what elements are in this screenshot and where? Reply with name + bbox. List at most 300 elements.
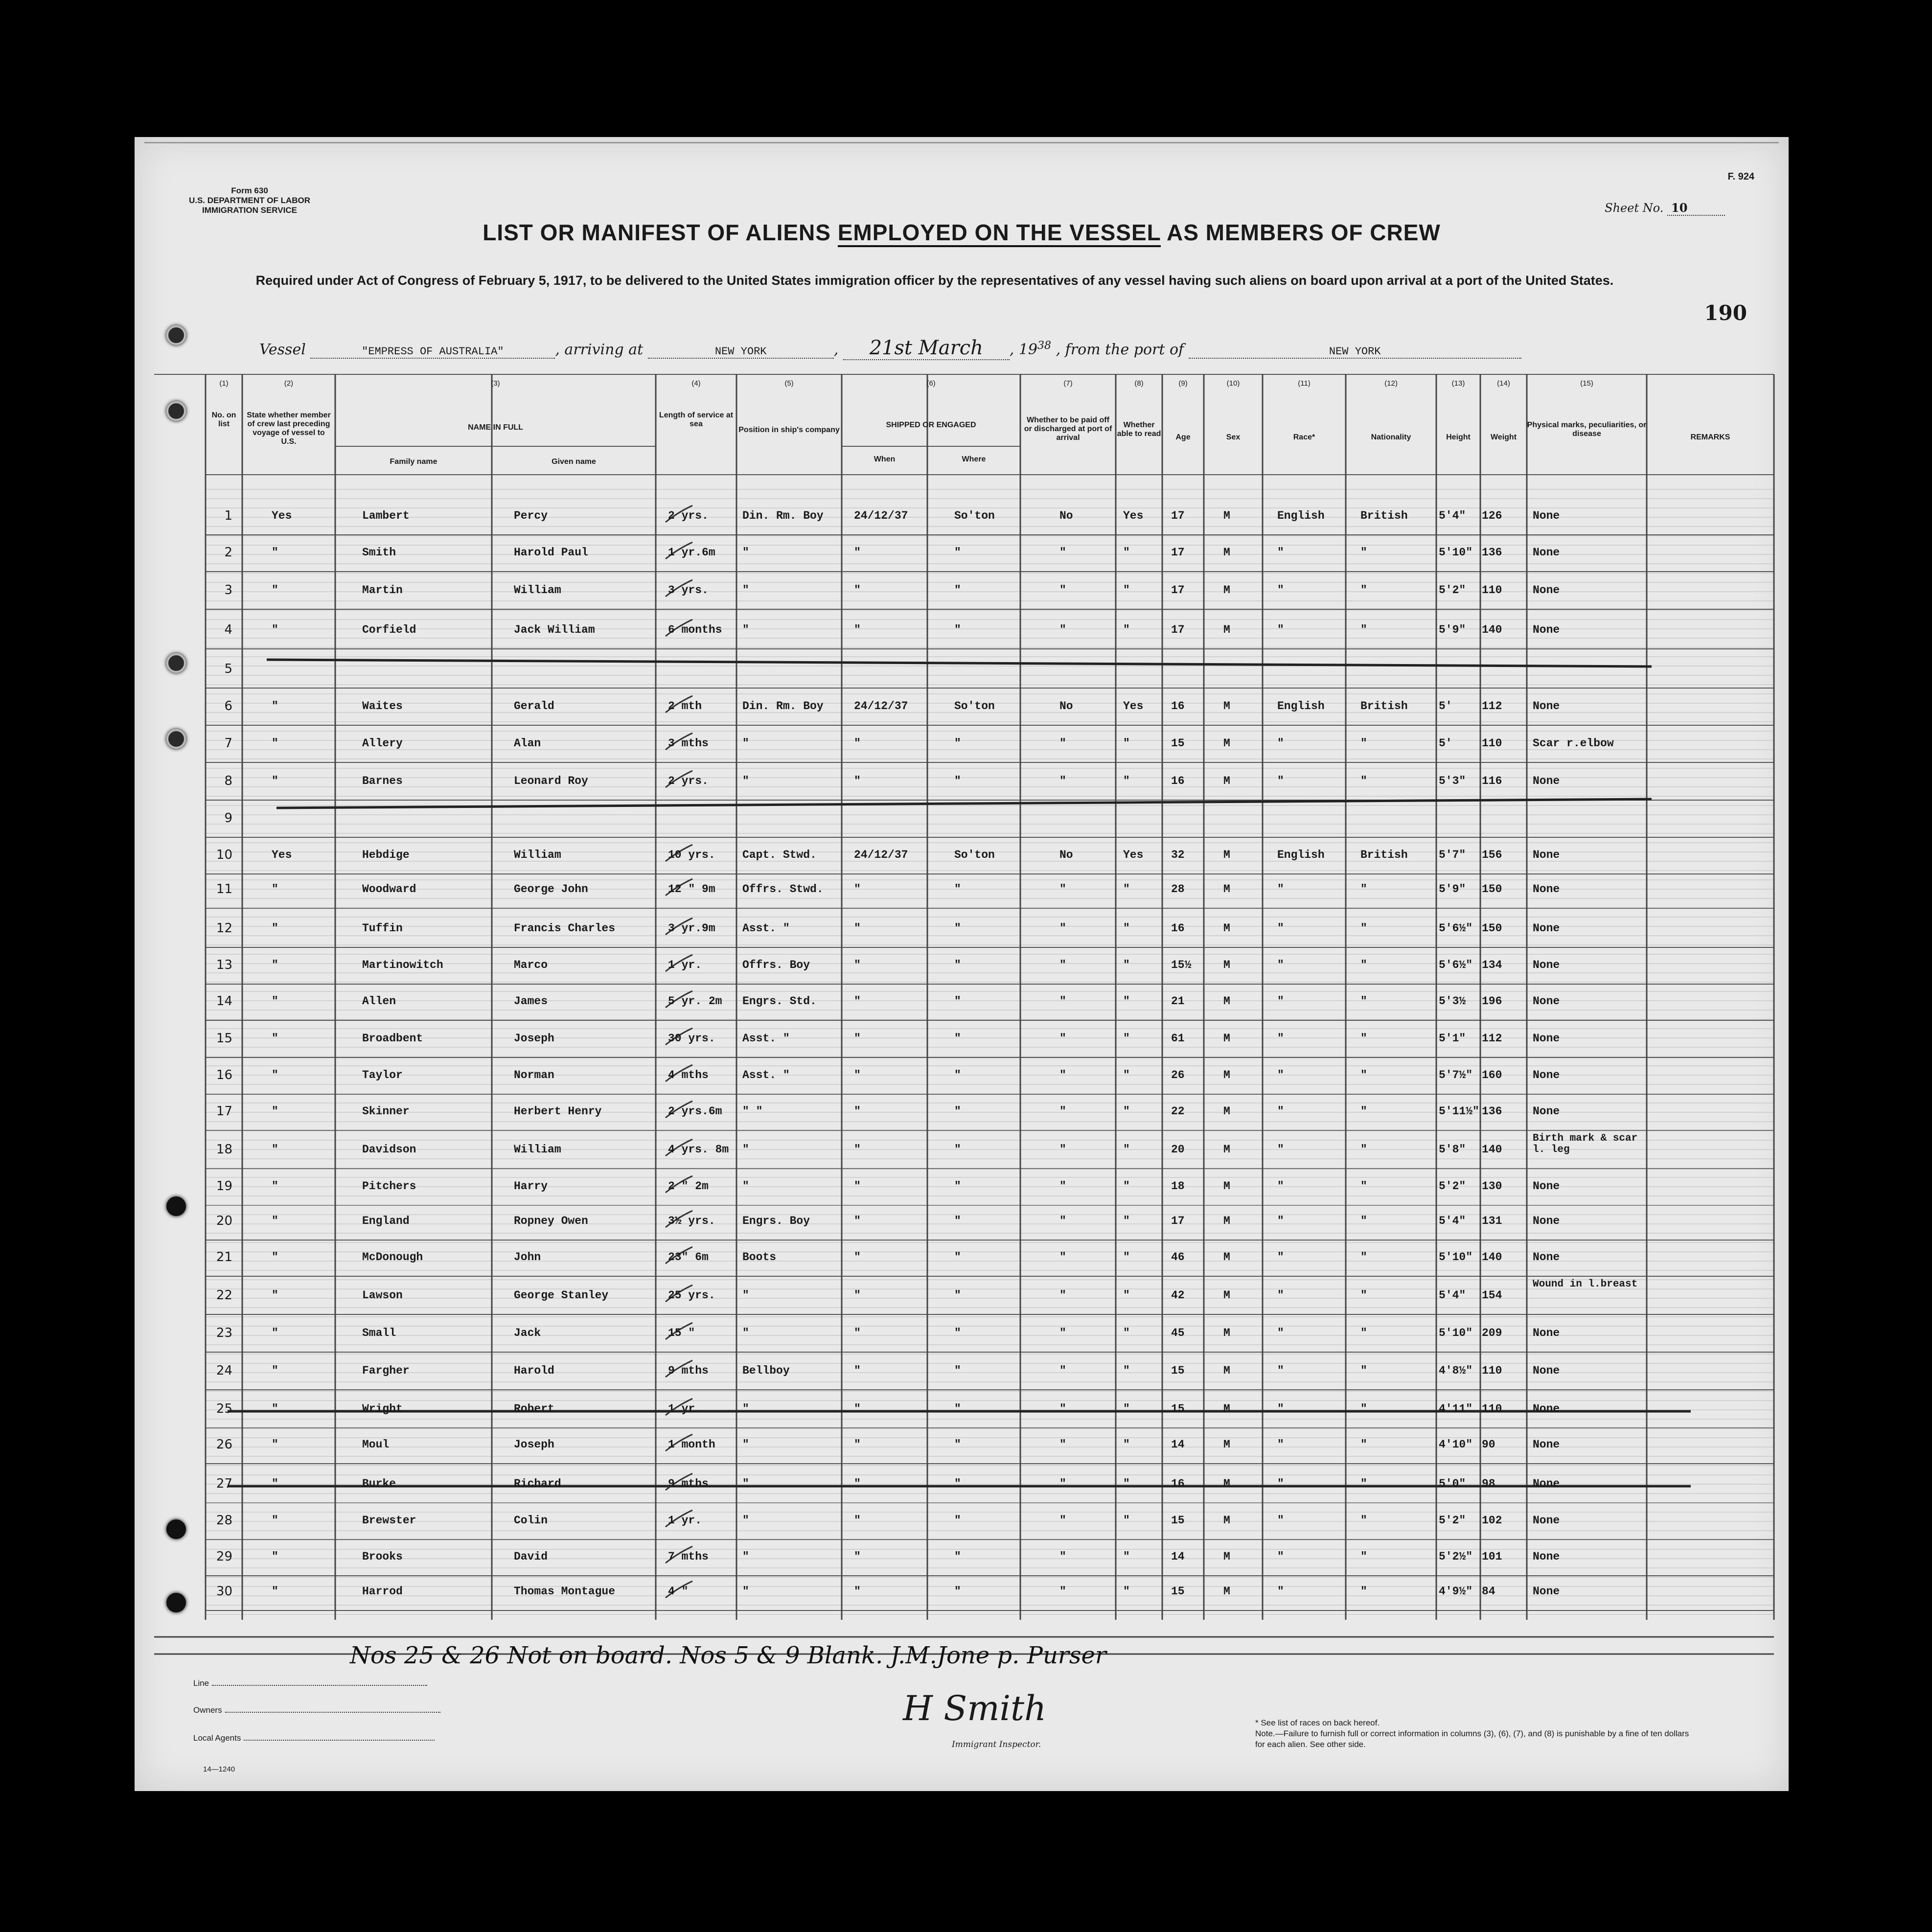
cell-given: William <box>514 849 561 861</box>
cell-read: " <box>1123 1069 1130 1081</box>
cell-prev: " <box>272 584 278 597</box>
cell-weight: 140 <box>1482 1251 1502 1264</box>
cell-marks: None <box>1533 1327 1560 1339</box>
row-number: 30 <box>216 1584 232 1599</box>
cell-height: 5'9" <box>1439 623 1466 636</box>
cell-nat: " <box>1360 883 1367 896</box>
cell-when: " <box>854 1327 861 1339</box>
cell-race: " <box>1277 883 1284 896</box>
cell-age: 61 <box>1171 1032 1185 1045</box>
cell-prev: " <box>272 1438 278 1451</box>
form-label: Form 630 <box>231 186 268 195</box>
cell-race: " <box>1277 623 1284 636</box>
cell-where: " <box>954 1032 961 1045</box>
cell-service: 1 month <box>668 1438 715 1451</box>
cell-family: Corfield <box>362 623 416 636</box>
cell-sex: M <box>1223 1069 1230 1081</box>
cell-prev: " <box>272 1069 278 1081</box>
cell-prev: Yes <box>272 849 292 861</box>
cell-read: " <box>1123 1215 1130 1227</box>
col-read-header: Whether able to read <box>1117 421 1161 438</box>
row-number: 27 <box>216 1476 232 1491</box>
cell-nat: British <box>1360 849 1408 861</box>
cell-read: Yes <box>1123 509 1144 522</box>
cell-height: 5' <box>1439 737 1452 750</box>
cell-where: " <box>954 1514 961 1527</box>
row-number: 26 <box>216 1437 232 1452</box>
cell-marks: None <box>1533 1251 1560 1264</box>
cell-prev: " <box>272 1251 278 1264</box>
cell-given: Harry <box>514 1180 548 1193</box>
cell-family: Waites <box>362 700 403 713</box>
row-number: 15 <box>216 1031 232 1046</box>
row-number: 14 <box>216 994 232 1009</box>
punch-hole <box>166 325 186 345</box>
cell-position: " <box>742 623 749 636</box>
col-no-header: No. on list <box>211 411 236 428</box>
cell-position: " <box>742 1403 749 1415</box>
cell-service: 10 yrs. <box>668 849 715 861</box>
cell-nat: " <box>1360 1585 1367 1598</box>
cell-weight: 136 <box>1482 1105 1502 1118</box>
cell-paid: " <box>1059 1032 1066 1045</box>
cell-marks: None <box>1533 1438 1560 1451</box>
cell-paid: " <box>1059 546 1066 559</box>
title-part1: LIST OR MANIFEST OF ALIENS <box>483 220 838 245</box>
cell-when: " <box>854 883 861 896</box>
cell-marks: None <box>1533 959 1560 971</box>
cell-service: 4 yrs. 8m <box>668 1143 729 1156</box>
col-family-header: Family name <box>390 458 437 466</box>
cell-given: Joseph <box>514 1438 554 1451</box>
cell-family: Wright <box>362 1403 403 1415</box>
row-number: 28 <box>216 1513 232 1528</box>
cell-sex: M <box>1223 1289 1230 1302</box>
row-number: 23 <box>216 1326 232 1340</box>
purser-remark: Nos 25 & 26 Not on board. Nos 5 & 9 Blank. J.M.Jone p. Purser <box>350 1642 1106 1669</box>
cell-race: " <box>1277 1585 1284 1598</box>
row-number: 29 <box>216 1549 232 1564</box>
cell-nat: " <box>1360 1477 1367 1490</box>
cell-service: 4 mths <box>668 1069 709 1081</box>
cell-marks: None <box>1533 1403 1560 1415</box>
cell-age: 16 <box>1171 922 1185 935</box>
cell-when: " <box>854 1180 861 1193</box>
cell-position: " <box>742 737 749 750</box>
page-number: 190 <box>1704 301 1747 325</box>
from-port: NEW YORK <box>1189 345 1521 359</box>
cell-height: 5'9" <box>1439 883 1466 896</box>
cell-when: " <box>854 959 861 971</box>
cell-paid: " <box>1059 1550 1066 1563</box>
cell-given: Francis Charles <box>514 922 616 935</box>
cell-paid: No <box>1059 509 1073 522</box>
cell-when: " <box>854 1585 861 1598</box>
cell-read: " <box>1123 1180 1130 1193</box>
cell-height: 4'9½" <box>1439 1585 1473 1598</box>
cell-given: Percy <box>514 509 548 522</box>
cell-prev: " <box>272 737 278 750</box>
cell-marks: None <box>1533 1364 1560 1377</box>
punch-hole <box>166 1196 186 1216</box>
cell-service: 23" 6m <box>668 1251 709 1264</box>
cell-given: Joseph <box>514 1032 554 1045</box>
cell-height: 5'2" <box>1439 1514 1466 1527</box>
cell-prev: " <box>272 1289 278 1302</box>
cell-position: " <box>742 1585 749 1598</box>
cell-nat: " <box>1360 1438 1367 1451</box>
cell-read: " <box>1123 1403 1130 1415</box>
cell-weight: 150 <box>1482 883 1502 896</box>
cell-position: " <box>742 1289 749 1302</box>
owners-label: Owners <box>193 1705 222 1715</box>
year-prefix: , 19 <box>1009 341 1038 358</box>
row-number: 2 <box>224 545 232 560</box>
cell-position: Offrs. Boy <box>742 959 810 971</box>
cell-marks: None <box>1533 883 1560 896</box>
cell-where: " <box>954 1550 961 1563</box>
cell-when: " <box>854 1438 861 1451</box>
column-number: (4) <box>691 379 701 388</box>
cell-read: " <box>1123 959 1130 971</box>
cell-given: Harold <box>514 1364 554 1377</box>
col-marks-header: Physical marks, peculiarities, or disease <box>1527 421 1647 438</box>
cell-nat: " <box>1360 1403 1367 1415</box>
cell-read: " <box>1123 1327 1130 1339</box>
cell-service: 4 " <box>668 1585 689 1598</box>
col-sex-header: Sex <box>1226 433 1241 441</box>
cell-race: " <box>1277 922 1284 935</box>
cell-family: McDonough <box>362 1251 423 1264</box>
cell-given: David <box>514 1550 548 1563</box>
cell-race: " <box>1277 995 1284 1008</box>
cell-where: So'ton <box>954 700 995 713</box>
cell-service: 12 " 9m <box>668 883 715 896</box>
manifest-sheet <box>135 137 1789 1791</box>
cell-race: " <box>1277 1143 1284 1156</box>
cell-where: So'ton <box>954 849 995 861</box>
cell-when: " <box>854 1251 861 1264</box>
punch-hole <box>166 653 186 673</box>
cell-prev: " <box>272 1143 278 1156</box>
cell-age: 16 <box>1171 775 1185 787</box>
cell-service: 2 mth <box>668 700 702 713</box>
cell-paid: No <box>1059 700 1073 713</box>
cell-position: " " <box>742 1105 763 1118</box>
races-note: * See list of races on back hereof. <box>1255 1718 1380 1727</box>
blank-cancel-line <box>276 799 1652 808</box>
cell-marks: None <box>1533 1215 1560 1227</box>
cell-marks: None <box>1533 1514 1560 1527</box>
col-nationality-header: Nationality <box>1371 433 1411 441</box>
cell-position: Engrs. Boy <box>742 1215 810 1227</box>
cell-given: Marco <box>514 959 548 971</box>
cell-position: " <box>742 1438 749 1451</box>
cell-weight: 110 <box>1482 1364 1502 1377</box>
cell-nat: " <box>1360 1069 1367 1081</box>
cell-height: 5'1" <box>1439 1032 1466 1045</box>
cell-nat: " <box>1360 737 1367 750</box>
cell-sex: M <box>1223 1550 1230 1563</box>
cell-where: " <box>954 1105 961 1118</box>
cell-sex: M <box>1223 922 1230 935</box>
cell-paid: " <box>1059 959 1066 971</box>
cell-weight: 131 <box>1482 1215 1502 1227</box>
cell-weight: 150 <box>1482 922 1502 935</box>
cell-height: 4'11" <box>1439 1403 1473 1415</box>
cell-paid: " <box>1059 1403 1066 1415</box>
cell-family: Allen <box>362 995 396 1008</box>
cell-family: Fargher <box>362 1364 410 1377</box>
cell-where: " <box>954 1069 961 1081</box>
cell-sex: M <box>1223 995 1230 1008</box>
cell-race: " <box>1277 546 1284 559</box>
cell-nat: " <box>1360 775 1367 787</box>
cell-read: " <box>1123 1143 1130 1156</box>
sheet-edge <box>144 142 1779 147</box>
cell-position: Boots <box>742 1251 777 1264</box>
col-shipped-header: SHIPPED OR ENGAGED <box>886 421 976 429</box>
cell-service: 1 yr. <box>668 1514 702 1527</box>
cell-paid: " <box>1059 1327 1066 1339</box>
sheet-number-label: Sheet No. <box>1605 201 1664 215</box>
cell-position: " <box>742 1327 749 1339</box>
cell-race: " <box>1277 1251 1284 1264</box>
cell-paid: " <box>1059 775 1066 787</box>
cell-marks: None <box>1533 775 1560 787</box>
cell-service: 3 mths <box>668 737 709 750</box>
cell-family: Brewster <box>362 1514 416 1527</box>
cell-weight: 110 <box>1482 1403 1502 1415</box>
cell-height: 5'6½" <box>1439 959 1473 971</box>
cell-age: 45 <box>1171 1327 1185 1339</box>
cell-height: 5'10" <box>1439 546 1473 559</box>
cell-marks: Birth mark & scar l. leg <box>1533 1133 1638 1155</box>
cell-read: " <box>1123 623 1130 636</box>
cell-where: " <box>954 1438 961 1451</box>
cell-sex: M <box>1223 1327 1230 1339</box>
from-label: , from the port of <box>1056 341 1184 358</box>
cell-read: Yes <box>1123 700 1144 713</box>
cell-position: Asst. " <box>742 1069 790 1081</box>
cell-given: Robert <box>514 1403 554 1415</box>
cell-sex: M <box>1223 959 1230 971</box>
cell-height: 5'2½" <box>1439 1550 1473 1563</box>
cell-marks: None <box>1533 1105 1560 1118</box>
cell-where: " <box>954 1403 961 1415</box>
cell-family: Burke <box>362 1477 396 1490</box>
cell-race: " <box>1277 1438 1284 1451</box>
cell-height: 5'0" <box>1439 1477 1466 1490</box>
cell-weight: 154 <box>1482 1289 1502 1302</box>
cell-weight: 84 <box>1482 1585 1495 1598</box>
page-subtitle: Required under Act of Congress of February 5, 1917, to be delivered to the United States immigration officer by the representatives of any vessel having such aliens on board upon arrival at a port of the United States. <box>255 273 1614 288</box>
cell-sex: M <box>1223 1105 1230 1118</box>
vessel-line: Vessel "EMPRESS OF AUSTRALIA" , arriving at NEW YORK , 21st March , $19^{38}$ , from the port of NEW YORK <box>259 337 1521 360</box>
cell-service: 2 " 2m <box>668 1180 709 1193</box>
cell-weight: 90 <box>1482 1438 1495 1451</box>
line-label: Line <box>193 1679 209 1688</box>
cell-when: " <box>854 1289 861 1302</box>
cell-family: Allery <box>362 737 403 750</box>
cell-service: 2 yrs. <box>668 775 709 787</box>
cell-paid: " <box>1059 1180 1066 1193</box>
cell-prev: " <box>272 623 278 636</box>
cell-sex: M <box>1223 1438 1230 1451</box>
cell-marks: None <box>1533 509 1560 522</box>
cell-position: " <box>742 1477 749 1490</box>
cell-race: " <box>1277 959 1284 971</box>
cell-given: Gerald <box>514 700 554 713</box>
cell-weight: 116 <box>1482 775 1502 787</box>
sheet-number <box>1605 201 1725 216</box>
cell-read: " <box>1123 1550 1130 1563</box>
cell-given: Thomas Montague <box>514 1585 616 1598</box>
cell-when: 24/12/37 <box>854 700 908 713</box>
cell-weight: 209 <box>1482 1327 1502 1339</box>
cell-where: " <box>954 1215 961 1227</box>
title-part2: EMPLOYED ON THE VESSEL <box>838 220 1161 247</box>
cell-given: John <box>514 1251 541 1264</box>
cell-prev: " <box>272 883 278 896</box>
col-race-header: Race* <box>1293 433 1315 441</box>
cell-read: " <box>1123 1289 1130 1302</box>
cell-position: " <box>742 1514 749 1527</box>
cell-position: Asst. " <box>742 1032 790 1045</box>
cell-prev: Yes <box>272 509 292 522</box>
cell-weight: 110 <box>1482 584 1502 597</box>
cell-read: " <box>1123 1477 1130 1490</box>
cell-nat: " <box>1360 1550 1367 1563</box>
cell-family: Tuffin <box>362 922 403 935</box>
cell-nat: " <box>1360 1289 1367 1302</box>
cell-race: " <box>1277 1550 1284 1563</box>
cell-given: Alan <box>514 737 541 750</box>
cell-height: 4'8½" <box>1439 1364 1473 1377</box>
cell-service: 6 months <box>668 623 722 636</box>
cell-race: " <box>1277 584 1284 597</box>
cell-sex: M <box>1223 1032 1230 1045</box>
col-paid-header: Whether to be paid off or discharged at port of arrival <box>1024 416 1112 442</box>
cell-height: 5'6½" <box>1439 922 1473 935</box>
cell-paid: " <box>1059 1215 1066 1227</box>
cell-race: " <box>1277 1215 1284 1227</box>
row-number: 25 <box>216 1402 232 1416</box>
cell-sex: M <box>1223 1403 1230 1415</box>
cell-paid: " <box>1059 1438 1066 1451</box>
cell-where: " <box>954 1289 961 1302</box>
cell-sex: M <box>1223 509 1230 522</box>
cell-where: " <box>954 1327 961 1339</box>
cell-where: " <box>954 1585 961 1598</box>
cell-service: 2 yrs.6m <box>668 1105 722 1118</box>
cell-paid: " <box>1059 737 1066 750</box>
cell-age: 16 <box>1171 700 1185 713</box>
cell-age: 26 <box>1171 1069 1185 1081</box>
cell-paid: " <box>1059 584 1066 597</box>
cell-where: " <box>954 1477 961 1490</box>
cell-family: Woodward <box>362 883 416 896</box>
cell-paid: " <box>1059 1477 1066 1490</box>
inspector-label: Immigrant Inspector. <box>952 1740 1041 1749</box>
cell-height: 5'4" <box>1439 1215 1466 1227</box>
column-number: (15) <box>1580 379 1593 388</box>
cell-where: " <box>954 1143 961 1156</box>
cell-sex: M <box>1223 584 1230 597</box>
cell-when: " <box>854 1514 861 1527</box>
cell-weight: 140 <box>1482 623 1502 636</box>
cell-nat: " <box>1360 1251 1367 1264</box>
cell-race: " <box>1277 1403 1284 1415</box>
cell-race: English <box>1277 509 1325 522</box>
cell-family: Barnes <box>362 775 403 787</box>
cell-prev: " <box>272 775 278 787</box>
cell-age: 16 <box>1171 1477 1185 1490</box>
cell-where: " <box>954 959 961 971</box>
cell-nat: " <box>1360 546 1367 559</box>
cell-family: Martin <box>362 584 403 597</box>
row-number: 4 <box>224 622 232 637</box>
cell-race: " <box>1277 1069 1284 1081</box>
cell-family: Martinowitch <box>362 959 443 971</box>
cell-family: Pitchers <box>362 1180 416 1193</box>
cell-height: 5' <box>1439 700 1452 713</box>
cell-race: English <box>1277 700 1325 713</box>
cell-given: Richard <box>514 1477 561 1490</box>
row-number: 1 <box>224 508 232 523</box>
cell-family: Lambert <box>362 509 410 522</box>
cell-paid: " <box>1059 623 1066 636</box>
cell-sex: M <box>1223 546 1230 559</box>
cell-read: " <box>1123 737 1130 750</box>
sheet-number-value: 10 <box>1667 201 1725 216</box>
cell-service: 1 yr. <box>668 959 702 971</box>
cell-nat: " <box>1360 1514 1367 1527</box>
cell-sex: M <box>1223 1514 1230 1527</box>
year-suffix: 38 <box>1037 340 1052 352</box>
row-number: 18 <box>216 1142 232 1157</box>
arriving-port: NEW YORK <box>648 345 834 359</box>
row-number: 17 <box>216 1104 232 1119</box>
cell-when: " <box>854 1403 861 1415</box>
punch-hole <box>166 1519 186 1539</box>
cell-age: 17 <box>1171 623 1185 636</box>
cell-weight: 134 <box>1482 959 1502 971</box>
cell-when: 24/12/37 <box>854 849 908 861</box>
cell-race: " <box>1277 1364 1284 1377</box>
cell-race: " <box>1277 1477 1284 1490</box>
row-number: 22 <box>216 1288 232 1303</box>
cell-prev: " <box>272 1477 278 1490</box>
cell-when: " <box>854 1477 861 1490</box>
cell-height: 5'10" <box>1439 1251 1473 1264</box>
cell-when: " <box>854 922 861 935</box>
cell-weight: 140 <box>1482 1143 1502 1156</box>
cell-prev: " <box>272 1105 278 1118</box>
row-number: 5 <box>224 662 232 676</box>
cell-height: 5'3" <box>1439 775 1466 787</box>
cell-weight: 98 <box>1482 1477 1495 1490</box>
cell-age: 22 <box>1171 1105 1185 1118</box>
cell-service: 7 mths <box>668 1550 709 1563</box>
cell-given: Leonard Roy <box>514 775 588 787</box>
cell-read: " <box>1123 584 1130 597</box>
cell-sex: M <box>1223 1585 1230 1598</box>
cell-height: 5'7" <box>1439 849 1466 861</box>
cell-weight: 196 <box>1482 995 1502 1008</box>
cell-prev: " <box>272 546 278 559</box>
cell-where: " <box>954 1364 961 1377</box>
